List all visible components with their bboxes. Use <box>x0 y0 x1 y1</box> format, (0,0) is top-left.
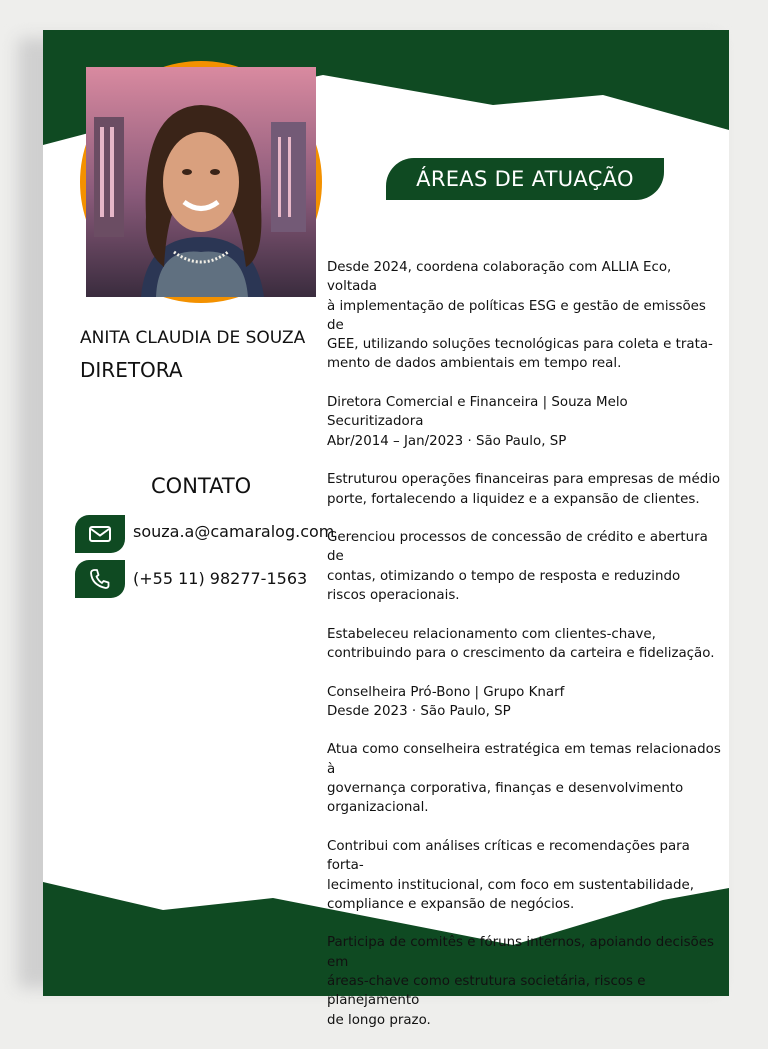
areas-title: ÁREAS DE ATUAÇÃO <box>416 167 634 191</box>
paragraph-line: Desde 2024, coordena colaboração com ALLIA Eco, voltada <box>327 260 672 295</box>
paragraph-line: lecimento institucional, com foco em sustentabilidade, <box>327 877 694 893</box>
paragraph-line: contas, otimizando o tempo de resposta e reduzindo <box>327 568 681 584</box>
experience-paragraph <box>327 528 723 605</box>
profile-photo <box>80 61 322 303</box>
paragraph-line: Diretora Comercial e Financeira | Souza Melo Securitizadora <box>327 395 628 430</box>
paragraph-line: GEE, utilizando soluções tecnológicas para coleta e trata- <box>327 337 713 353</box>
experience-paragraph <box>327 470 723 509</box>
paragraph-line: Gerenciou processos de concessão de crédito e abertura de <box>327 530 708 565</box>
phone-number[interactable]: (+55 11) 98277-1563 <box>133 569 308 588</box>
experience-paragraph <box>327 683 723 722</box>
paragraph-line: Participa de comitês e fóruns internos, apoiando decisões em <box>327 935 714 970</box>
paragraph-line: contribuindo para o crescimento da carteira e fidelização. <box>327 645 715 661</box>
experience-paragraph <box>327 393 723 451</box>
resume-page <box>43 30 729 1028</box>
experience-paragraph <box>327 933 723 1029</box>
experience-paragraph <box>327 625 723 664</box>
paragraph-line: Conselheira Pró-Bono | Grupo Knarf <box>327 684 565 700</box>
person-role: DIRETORA <box>80 358 183 382</box>
contact-title: CONTATO <box>151 474 252 498</box>
paragraph-line: riscos operacionais. <box>327 588 460 604</box>
paragraph-line: à implementação de políticas ESG e gestão de emissões de <box>327 298 706 333</box>
experience-paragraph <box>327 837 723 914</box>
paragraph-line: de longo prazo. <box>327 1012 431 1028</box>
paragraph-line: organizacional. <box>327 800 429 816</box>
paragraph-line: Estruturou operações financeiras para empresas de médio <box>327 472 721 488</box>
experience-paragraph <box>327 740 723 817</box>
paragraph-line: porte, fortalecendo a liquidez e a expansão de clientes. <box>327 491 700 507</box>
paragraph-line: Atua como conselheira estratégica em temas relacionados à <box>327 742 721 777</box>
phone-icon-badge <box>75 560 125 598</box>
experience-paragraph <box>327 258 723 374</box>
email-link[interactable]: souza.a@camaralog.com <box>133 522 335 541</box>
paragraph-line: áreas-chave como estrutura societária, riscos e planejamento <box>327 973 646 1009</box>
areas-title-banner <box>386 158 664 200</box>
paragraph-line: compliance e expansão de negócios. <box>327 896 575 912</box>
paragraph-line: Contribui com análises críticas e recomendações para forta- <box>327 838 690 874</box>
paragraph-line: Estabeleceu relacionamento com clientes-chave, <box>327 626 656 642</box>
paragraph-line: governança corporativa, finanças e desenvolvimento <box>327 781 684 797</box>
email-icon-badge <box>75 515 125 553</box>
person-name: ANITA CLAUDIA DE SOUZA <box>80 328 306 348</box>
paragraph-line: Abr/2014 – Jan/2023 · São Paulo, SP <box>327 433 567 449</box>
phone-icon <box>88 568 112 590</box>
envelope-icon <box>88 523 112 545</box>
paragraph-line: mento de dados ambientais em tempo real. <box>327 356 622 372</box>
experience-content <box>327 258 723 1049</box>
paragraph-line: Desde 2023 · São Paulo, SP <box>327 703 511 719</box>
